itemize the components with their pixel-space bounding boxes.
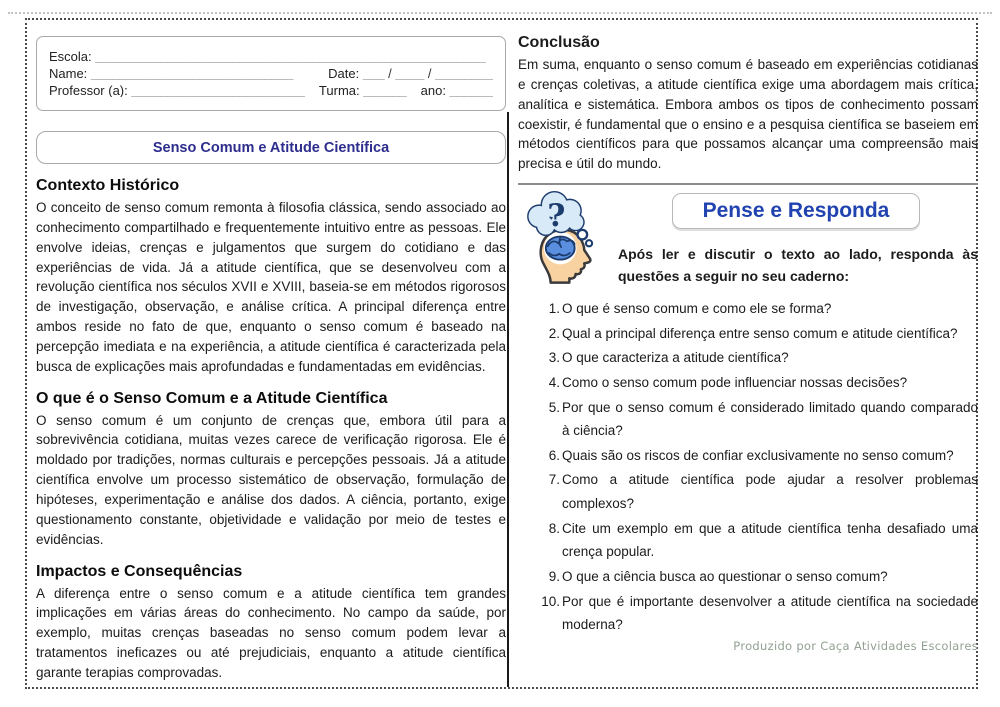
left-column bbox=[36, 36, 506, 683]
section-body: Em suma, enquanto o senso comum é baseado em experiências cotidianas e crenças coletivas, a atitude científica exige uma abordagem mais crítica, analítica e sistemática. Embora ambos os tipos de conhecimento possam coexistir, é fundamental que o ensino e a pesquisa científica se baseiem em métodos científicos para que possamos alcançar uma compreensão mais precisa e útil do mundo. bbox=[518, 57, 978, 172]
escola-field bbox=[49, 50, 486, 63]
question-number: 4. bbox=[548, 374, 560, 390]
date-label: Date: bbox=[328, 67, 360, 80]
date-blank-line: ___ / ____ / ________ bbox=[362, 67, 493, 80]
section-heading: Conclusão bbox=[518, 34, 600, 51]
top-decorative-dotted-line bbox=[8, 12, 992, 14]
name-field bbox=[49, 67, 293, 80]
question-text: Por que o senso comum é considerado limitado quando comparado à ciência? bbox=[562, 399, 978, 439]
question-number: 9. bbox=[548, 568, 560, 584]
form-row-professor-turma-ano bbox=[49, 84, 493, 97]
question-number: 7. bbox=[548, 472, 560, 488]
column-divider-line bbox=[507, 112, 509, 687]
question-text: Como o senso comum pode influenciar nossas decisões? bbox=[562, 374, 908, 390]
section-conclusao bbox=[518, 34, 978, 174]
professor-label: Professor (a): bbox=[49, 84, 128, 97]
question-text: Por que é importante desenvolver a atitude científica na sociedade moderna? bbox=[562, 593, 978, 633]
question-item-3 bbox=[518, 346, 978, 370]
question-number: 5. bbox=[548, 399, 560, 415]
think-header-right bbox=[614, 187, 978, 288]
question-text: Quais são os riscos de confiar exclusivamente no senso comum? bbox=[562, 447, 954, 463]
question-number: 2. bbox=[548, 325, 560, 341]
section-heading: O que é o Senso Comum e a Atitude Científica bbox=[36, 389, 388, 407]
section-contexto-historico bbox=[36, 177, 506, 377]
question-item-6 bbox=[518, 444, 978, 468]
thinking-head-brain-icon bbox=[518, 187, 614, 289]
ano-label: ano: bbox=[420, 84, 446, 97]
professor-blank-line: ________________________ bbox=[131, 84, 305, 97]
section-heading: Contexto Histórico bbox=[36, 177, 180, 194]
question-number: 3. bbox=[548, 350, 560, 366]
pense-e-responda-title: Pense e Responda bbox=[672, 193, 920, 229]
worksheet-title: Senso Comum e Atitude Científica bbox=[36, 131, 506, 164]
section-senso-comum-atitude bbox=[36, 390, 506, 550]
ano-blank-line: ______ bbox=[449, 84, 493, 97]
question-item-1 bbox=[518, 297, 978, 321]
question-item-9 bbox=[518, 565, 978, 589]
turma-blank-line: ______ bbox=[363, 84, 407, 97]
question-text: O que é senso comum e como ele se forma? bbox=[562, 301, 832, 317]
form-row-escola bbox=[49, 50, 493, 63]
escola-label: Escola: bbox=[49, 50, 92, 63]
question-text: O que caracteriza a atitude científica? bbox=[562, 350, 789, 366]
section-body: A diferença entre o senso comum e a atitude científica tem grandes implicações em várias áreas do conhecimento. No campo da saúde, por exemplo, muitas crenças baseadas no senso comum podem levar a tratamentos ineficazes ou até prejudiciais, enquanto a atitude científica garante terapias comprovadas. bbox=[36, 585, 506, 680]
question-item-2 bbox=[518, 322, 978, 346]
escola-blank-line: ______________________________________________________ bbox=[95, 50, 486, 63]
svg-text:?: ? bbox=[547, 198, 566, 235]
student-info-form bbox=[36, 36, 506, 111]
section-body: O senso comum é um conjunto de crenças que, embora útil para a sobrevivência cotidiana, muitas vezes carece de verificação rigorosa. Ele é moldado por tradições, normas culturais e percepções pessoais. Já a atitude científica envolve um processo sistemático de observação, formulação de hipóteses, experimentação e análise dos dados. A ciência, portanto, exige questionamento constante, objetividade e validação por meio de testes e evidências. bbox=[36, 412, 506, 547]
section-impactos-consequencias bbox=[36, 563, 506, 683]
name-blank-line: ____________________________ bbox=[90, 67, 294, 80]
ano-field bbox=[421, 84, 493, 97]
producer-credit: Produzido por Caça Atividades Escolares bbox=[733, 638, 978, 653]
question-number: 6. bbox=[548, 447, 560, 463]
question-item-7 bbox=[518, 468, 978, 515]
name-label: Name: bbox=[49, 67, 88, 80]
date-field bbox=[328, 67, 493, 80]
section-heading: Impactos e Consequências bbox=[36, 562, 243, 580]
conclusion-separator-line bbox=[518, 183, 978, 185]
section-body: O conceito de senso comum remonta à filosofia clássica, sendo associado ao conhecimento compartilhado e frequentemente intuitivo entre as pessoas. Ele envolve ideias, crenças e julgamentos que surgem do cotidiano e das experiências de vida. Já a atitude científica, que se desenvolveu com a revolução científica nos séculos XVII e XVIII, baseia-se em métodos rigorosos de investigação, observação, e análise crítica. A principal diferença entre ambos reside no fato de que, enquanto o senso comum é baseado na percepção imediata e na experiência, a atitude científica é caracterizada pela busca de explicações mais aprofundadas e fundamentadas em evidências. bbox=[36, 200, 506, 374]
question-item-4 bbox=[518, 371, 978, 395]
turma-label: Turma: bbox=[318, 84, 360, 97]
question-item-10 bbox=[518, 590, 978, 637]
question-text: Cite um exemplo em que a atitude científica tenha desafiado uma crença popular. bbox=[562, 520, 978, 560]
questions-list bbox=[518, 297, 978, 637]
professor-field bbox=[49, 84, 305, 97]
turma-field bbox=[319, 84, 407, 97]
question-text: Qual a principal diferença entre senso comum e atitude científica? bbox=[562, 325, 958, 341]
question-number: 8. bbox=[548, 520, 560, 536]
right-column bbox=[518, 32, 978, 653]
questions-instruction: Após ler e discutir o texto ao lado, responda às questões a seguir no seu caderno: bbox=[618, 246, 978, 285]
question-number: 10. bbox=[541, 593, 560, 609]
question-item-5 bbox=[518, 396, 978, 443]
think-and-answer-header bbox=[518, 187, 978, 289]
question-number: 1. bbox=[548, 301, 560, 317]
question-item-8 bbox=[518, 517, 978, 564]
form-row-name-date bbox=[49, 67, 493, 80]
question-text: O que a ciência busca ao questionar o senso comum? bbox=[562, 568, 888, 584]
question-text: Como a atitude científica pode ajudar a resolver problemas complexos? bbox=[562, 472, 978, 512]
